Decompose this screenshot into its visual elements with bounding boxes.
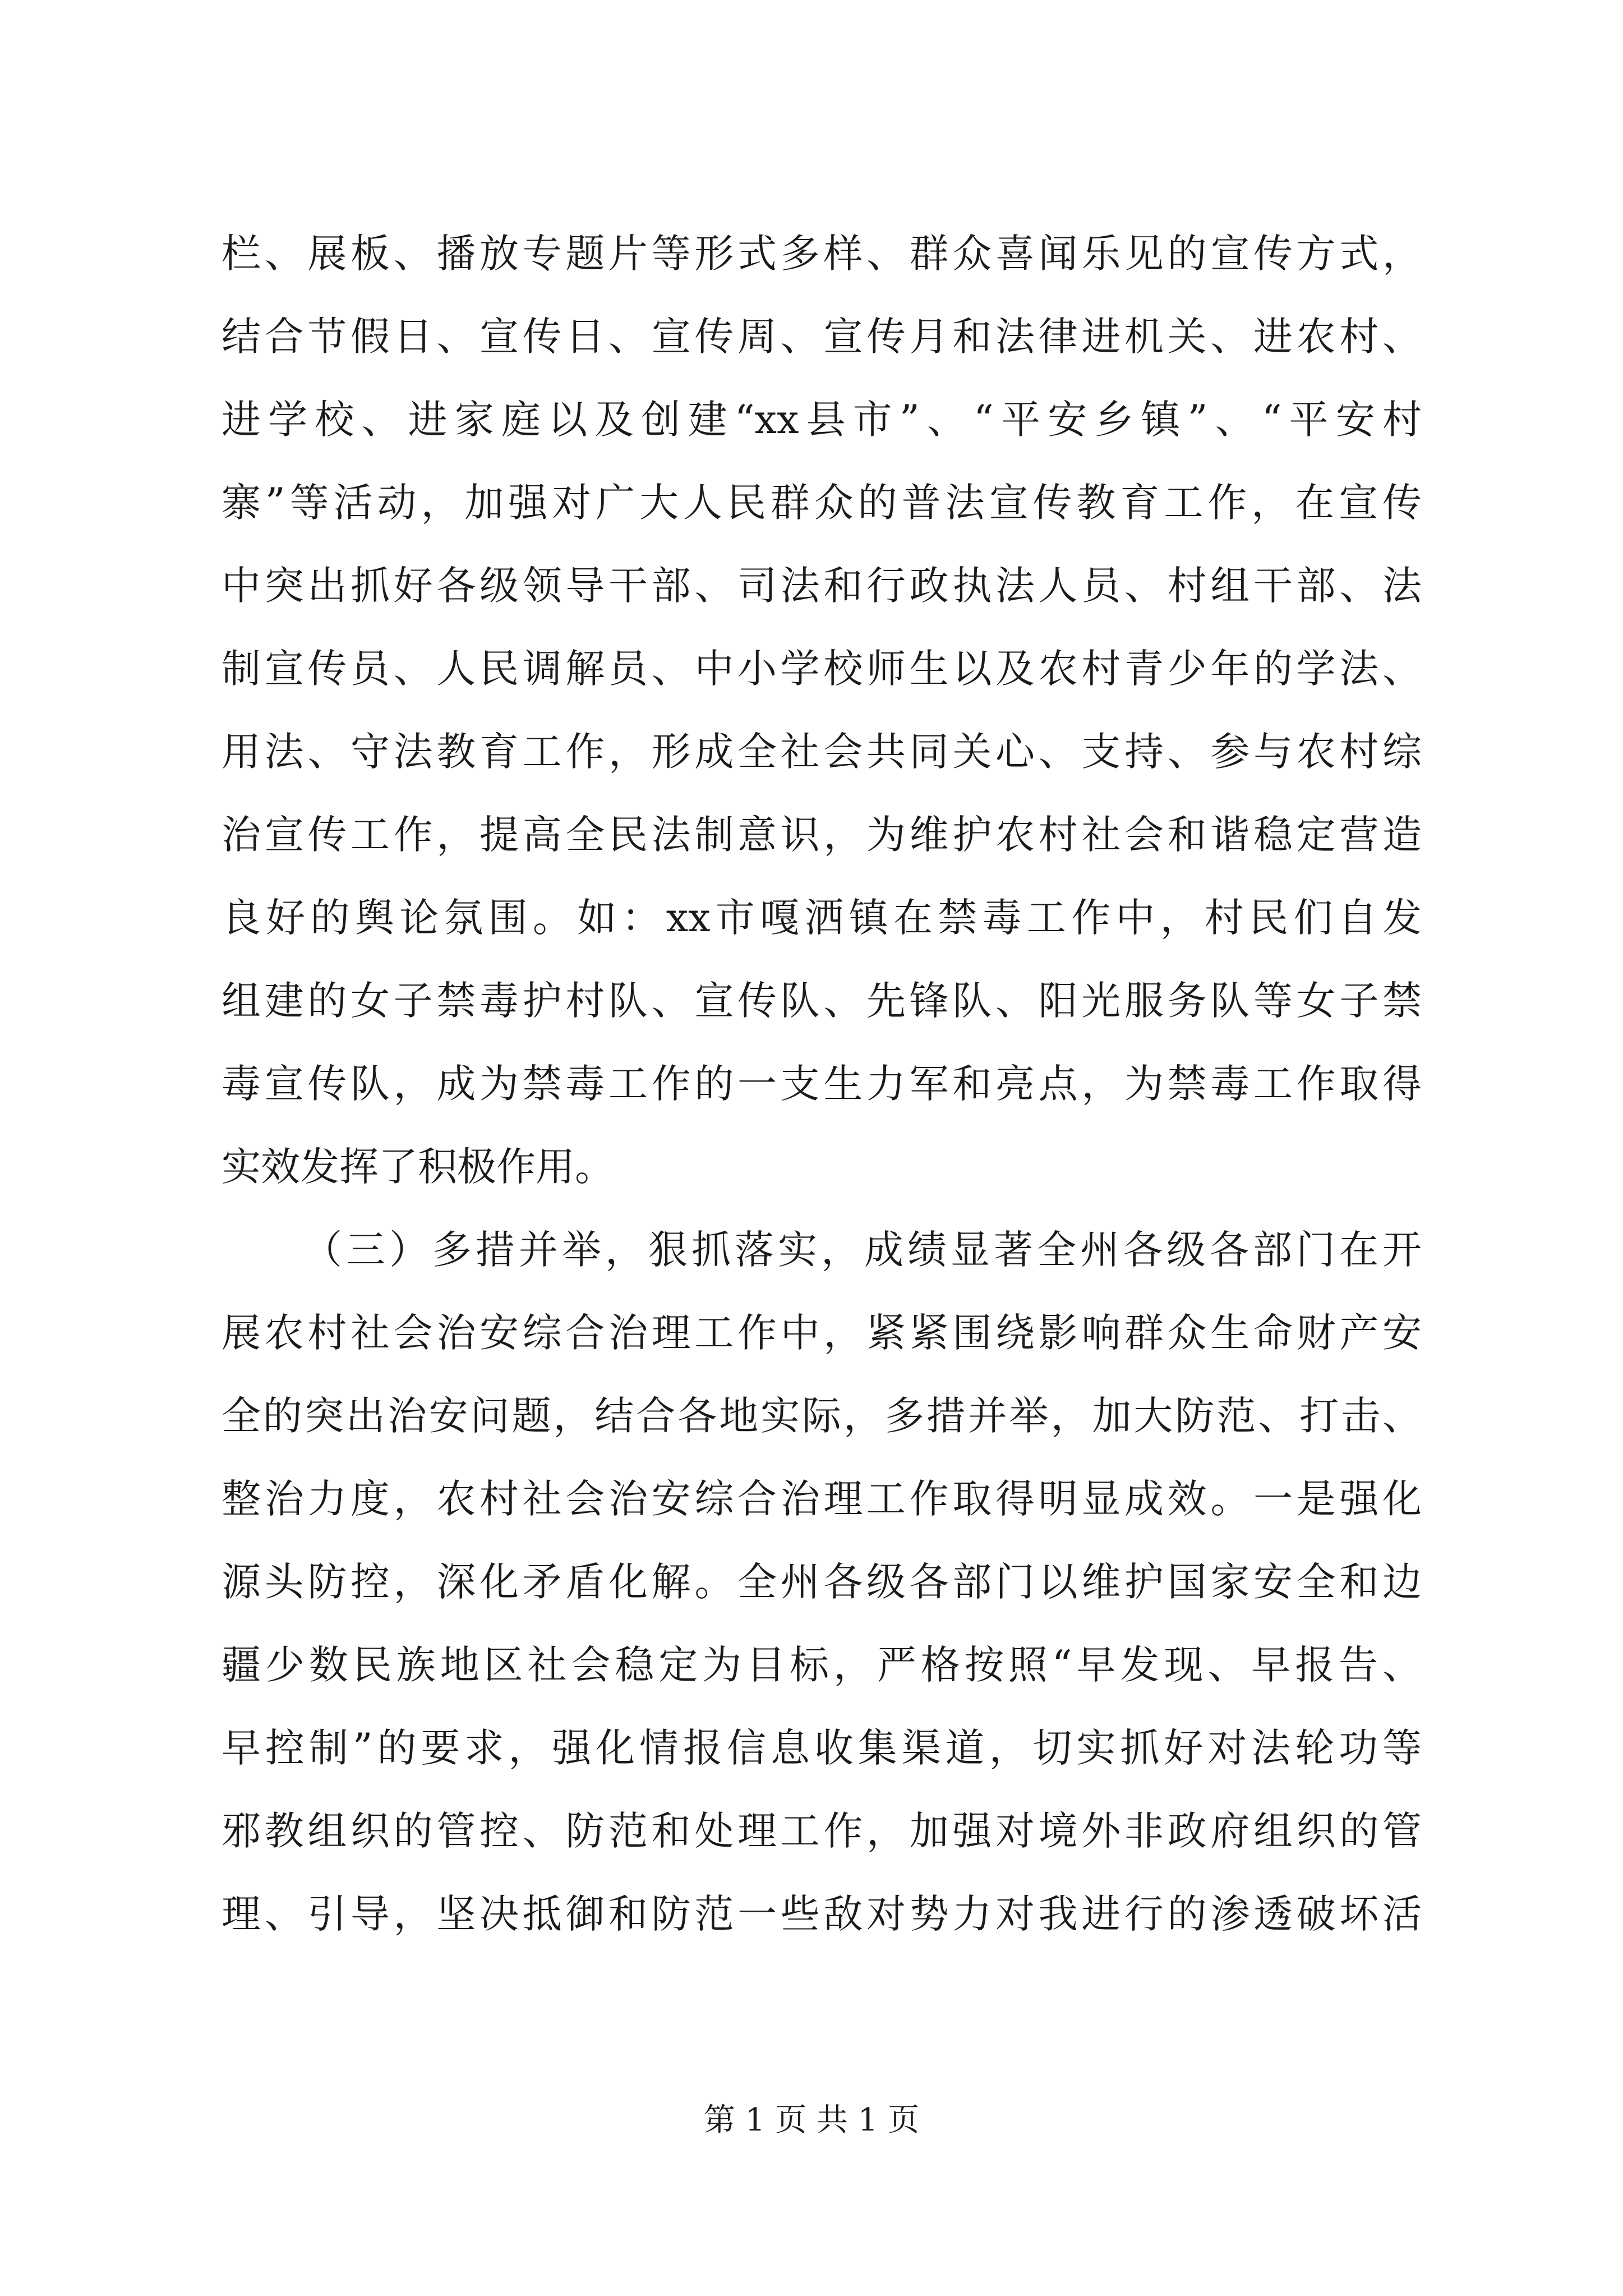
text-line: 全的突出治安问题，结合各地实际，多措并举，加大防范、打击、	[222, 1393, 1422, 1439]
text-line: 制宣传员、人民调解员、中小学校师生以及农村青少年的学法、	[222, 646, 1422, 692]
text-line: 中突出抓好各级领导干部、司法和行政执法人员、村组干部、法	[222, 563, 1422, 609]
text-line: 结合节假日、宣传日、宣传周、宣传月和法律进机关、进农村、	[222, 314, 1422, 360]
text-line: 展农村社会治安综合治理工作中，紧紧围绕影响群众生命财产安	[222, 1310, 1422, 1356]
text-line: 栏、展板、播放专题片等形式多样、群众喜闻乐见的宣传方式，	[222, 231, 1422, 277]
text-line: 良好的舆论氛围。如：xx市嘎洒镇在禁毒工作中，村民们自发	[222, 895, 1422, 941]
page-footer: 第 1 页 共 1 页	[703, 2102, 920, 2138]
text-line: 疆少数民族地区社会稳定为目标，严格按照“早发现、早报告、	[222, 1642, 1422, 1688]
text-line: 整治力度，农村社会治安综合治理工作取得明显成效。一是强化	[222, 1476, 1422, 1522]
text-line: 源头防控，深化矛盾化解。全州各级各部门以维护国家安全和边	[222, 1559, 1422, 1605]
text-line: 邪教组织的管控、防范和处理工作，加强对境外非政府组织的管	[222, 1808, 1422, 1854]
text-line: 毒宣传队，成为禁毒工作的一支生力军和亮点，为禁毒工作取得	[222, 1061, 1422, 1107]
text-line: 用法、守法教育工作，形成全社会共同关心、支持、参与农村综	[222, 729, 1422, 775]
text-line: 寨”等活动，加强对广大人民群众的普法宣传教育工作，在宣传	[222, 480, 1422, 526]
section-heading-line: （三）多措并举，狠抓落实，成绩显著全州各级各部门在开	[303, 1227, 1422, 1273]
text-line: 早控制”的要求，强化情报信息收集渠道，切实抓好对法轮功等	[222, 1725, 1422, 1771]
text-line: 实效发挥了积极作用。	[222, 1144, 614, 1190]
text-line: 进学校、进家庭以及创建“xx县市”、“平安乡镇”、“平安村	[222, 397, 1422, 443]
text-line: 治宣传工作，提高全民法制意识，为维护农村社会和谐稳定营造	[222, 812, 1422, 858]
text-line: 组建的女子禁毒护村队、宣传队、先锋队、阳光服务队等女子禁	[222, 978, 1422, 1024]
text-line: 理、引导，坚决抵御和防范一些敌对势力对我进行的渗透破坏活	[222, 1891, 1422, 1937]
body-text	[222, 212, 1422, 1955]
